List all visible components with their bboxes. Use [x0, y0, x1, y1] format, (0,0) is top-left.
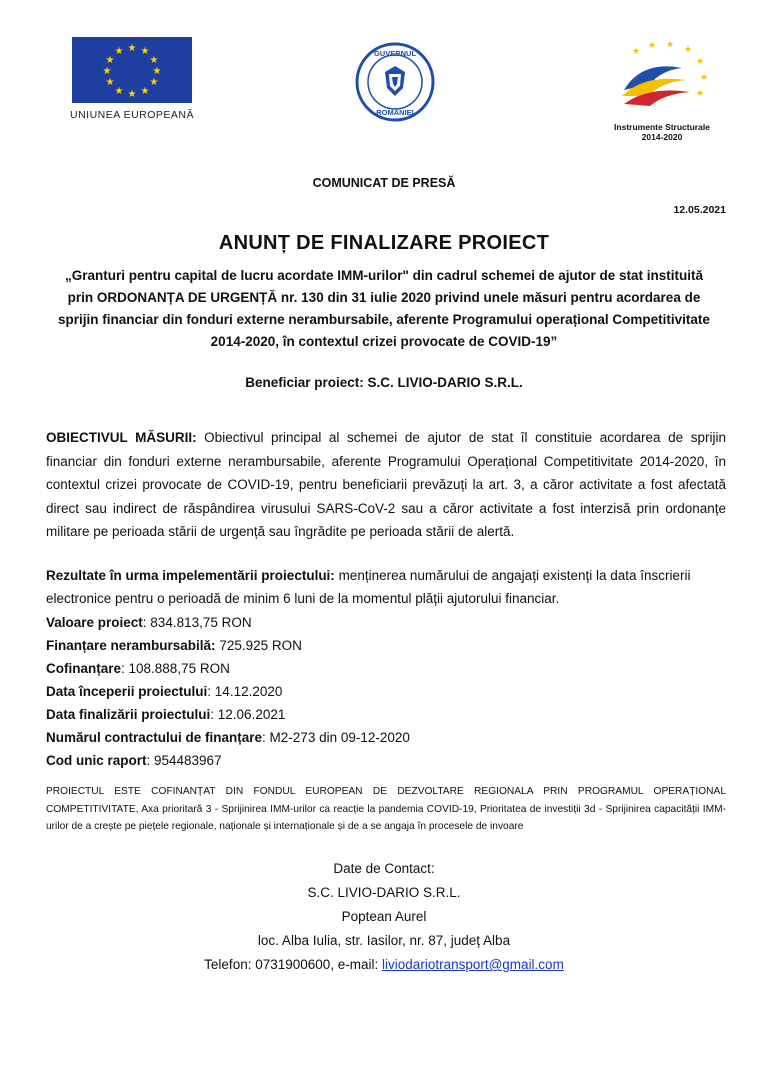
- email-link[interactable]: liviodariotransport@gmail.com: [382, 957, 564, 972]
- page-title: ANUNȚ DE FINALIZARE PROIECT: [218, 232, 550, 254]
- svg-text:★: ★: [102, 66, 112, 77]
- detail-row-data-inceperii: Data începerii proiectului: 14.12.2020: [46, 684, 283, 699]
- svg-text:★: ★: [127, 43, 137, 54]
- project-subtitle: „Granturi pentru capital de lucru acordate IMM-urilor" din cadrul schemei de ajutor de stat instituită prin ORDONANȚA DE URGENȚĂ nr. 130 din 31 iulie 2020 privind unele măsuri pentru acordarea de sprijin financiar din fonduri externe nerambursabile, aferente Programului operațional Competitivitate 2014-2020, în contextul crizei provocate de COVID-19”: [58, 268, 710, 349]
- eu-flag-icon: [72, 37, 192, 103]
- contact-company: S.C. LIVIO-DARIO S.R.L.: [307, 885, 461, 900]
- contact-address: loc. Alba Iulia, str. Iasilor, nr. 87, județ Alba: [257, 933, 511, 948]
- contact-phone-email: [0, 953, 768, 977]
- detail-row-finantare: Finanțare nerambursabilă: 725.925 RON: [46, 638, 302, 653]
- objective-paragraph: [46, 426, 726, 544]
- instrumente-structurale-icon: [602, 40, 722, 115]
- contact-person: Poptean Aurel: [341, 909, 427, 924]
- results-paragraph: [46, 564, 726, 610]
- svg-text:★: ★: [152, 66, 162, 77]
- logo-header: [0, 0, 768, 140]
- eu-label: UNIUNEA EUROPEANĂ: [69, 109, 195, 121]
- results-text: menținerea numărului de angajați existenți la data înscrierii electronice pentru o perioadă de minim 6 luni de la momentul plății ajutorului financiar.: [46, 568, 691, 606]
- svg-text:★: ★: [149, 77, 159, 88]
- beneficiary: Beneficiar proiect: S.C. LIVIO-DARIO S.R.L.: [245, 375, 523, 390]
- contact-heading: Date de Contact:: [333, 861, 435, 876]
- svg-text:★: ★: [632, 46, 641, 56]
- objective-text: Obiectivul principal al schemei de ajutor de stat îl constituie acordarea de sprijin financiar din fonduri externe nerambursabile, aferente Programului Operațional Competitivitate 2014-2020, în contextul crizei provocate de COVID-19, pentru beneficiarii prevăzuți la art. 3, a căror activitate a fost afectată direct sau indirect de răspândirea virusului SARS-CoV-2 sau a căror activitate a fost interzisă prin ordonanțe militare pe perioada stării de urgență sau îngrădite pe perioada stării de alertă.: [46, 430, 726, 539]
- cofinancing-footnote: PROIECTUL ESTE COFINANȚAT DIN FONDUL EUROPEAN DE DEZVOLTARE REGIONALA PRIN PROGRAMUL OPERAȚIONAL COMPETITIVITATE, Axa prioritară 3 - Sprijinirea IMM-urilor ca reacție la pandemia COVID-19, Prioritatea de investiții 3d - Sprijinirea capacității IMM-urilor de a crește pe piețele regionale, naționale și internaționale și de a se angaja în procesele de invoare: [46, 786, 726, 832]
- svg-text:★: ★: [114, 86, 124, 97]
- press-release-heading: COMUNICAT DE PRESĂ: [312, 176, 456, 190]
- detail-row-cod-raport: Cod unic raport: 954483967: [46, 753, 222, 768]
- eu-logo: [66, 37, 198, 121]
- svg-text:★: ★: [648, 40, 657, 50]
- svg-text:ROMÂNIEI: ROMÂNIEI: [376, 108, 414, 117]
- contact-block: [0, 857, 768, 977]
- results-label: Rezultate în urma impelementării proiectului:: [46, 568, 335, 583]
- svg-text:★: ★: [666, 40, 675, 49]
- svg-text:★: ★: [140, 46, 150, 57]
- svg-text:★: ★: [696, 56, 705, 66]
- detail-row-contract: Numărul contractului de finanțare: M2-273 din 09-12-2020: [46, 730, 410, 745]
- project-details: [46, 611, 726, 772]
- instrumente-structurale-label: Instrumente Structurale 2014-2020: [614, 122, 710, 142]
- release-date: 12.05.2021: [673, 204, 726, 216]
- svg-text:★: ★: [149, 55, 159, 66]
- svg-text:★: ★: [700, 72, 709, 82]
- objective-label: OBIECTIVUL MĂSURII:: [46, 430, 197, 445]
- svg-text:★: ★: [105, 77, 115, 88]
- svg-text:GUVERNUL: GUVERNUL: [373, 49, 417, 58]
- government-seal-icon: [355, 42, 435, 122]
- svg-text:★: ★: [684, 44, 693, 54]
- detail-row-data-finalizarii: Data finalizării proiectului: 12.06.2021: [46, 707, 286, 722]
- svg-text:★: ★: [114, 46, 124, 57]
- contact-phone: Telefon: 0731900600, e-mail:: [204, 957, 383, 972]
- svg-text:★: ★: [696, 88, 705, 98]
- detail-row-cofinantare: Cofinanțare: 108.888,75 RON: [46, 661, 230, 676]
- svg-text:★: ★: [140, 86, 150, 97]
- instrumente-structurale-logo: [602, 40, 722, 142]
- svg-text:★: ★: [105, 55, 115, 66]
- detail-row-valoare: Valoare proiect: 834.813,75 RON: [46, 615, 252, 630]
- svg-text:★: ★: [127, 89, 137, 100]
